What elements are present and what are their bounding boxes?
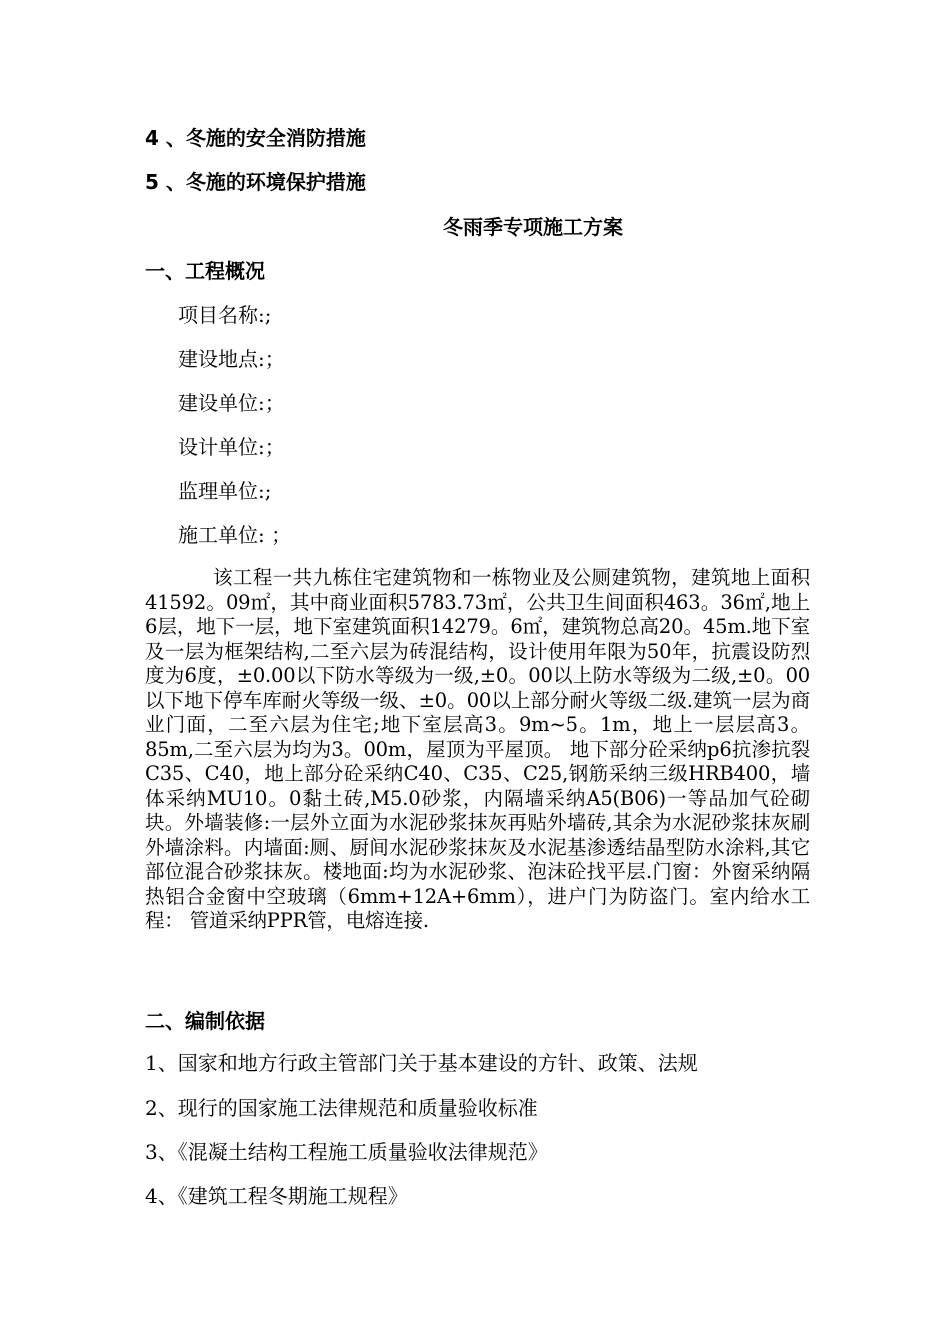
section-1-heading: 一、工程概况 xyxy=(145,259,265,283)
basis-item-2: 2、现行的国家施工法律规范和质量验收标准 xyxy=(145,1096,538,1120)
basis-item-1: 1、国家和地方行政主管部门关于基本建设的方针、政策、法规 xyxy=(145,1051,698,1075)
toc-item-4: 4 、冬施的安全消防措施 xyxy=(145,126,366,150)
basis-item-4: 4、《建筑工程冬期施工规程》 xyxy=(145,1184,408,1208)
document-title: 冬雨季专项施工方案 xyxy=(443,215,623,239)
basis-item-3: 3、《混凝土结构工程施工质量验收法律规范》 xyxy=(145,1140,548,1164)
project-overview-paragraph: 该工程一共九栋住宅建筑物和一栋物业及公厕建筑物，建筑地上面积41592。09㎡，其中商业面积5783.73㎡，公共卫生间面积463。36㎡,地上6层，地下一层，地下室建筑面积14279。6㎡，建筑物总高20。45m.地下室及一层为框架结构,二至六层为砖混结构，设计使用年限为50年，抗震设防烈度为6度，±0.00以下防水等级为一级,±0。00以上防水等级为二级,±0。00以下地下停车库耐火等级一级、±0。00以上部分耐火等级二级.建筑一层为商业门面，二至六层为住宅;地下室层高3。9m~5。1m，地上一层层高3。85m,二至六层为均为3。00m，屋顶为平屋顶。 地下部分砼采纳p6抗渗抗裂C35、C40，地上部分砼采纳C40、C35、C25,钢筋采纳三级HRB400，墙体采纳MU10。0黏土砖,M5.0砂浆，内隔墙采纳A5(B06)一等品加气砼砌块。外墙装修:一层外立面为水泥砂浆抹灰再贴外墙砖,其余为水泥砂浆抹灰刷外墙涂料。内墙面:厕、厨间水泥砂浆抹灰及水泥基渗透结晶型防水涂料,其它部位混合砂浆抹灰。楼地面:均为水泥砂浆、泡沫砼找平层.门窗：外窗采纳隔热铝合金窗中空玻璃（6mm+12A+6mm），进户门为防盗门。室内给水工程： 管道采纳PPR管，电熔连接. xyxy=(145,566,810,932)
field-supervision-unit: 监理单位:; xyxy=(178,479,272,503)
field-construction-unit: 建设单位:； xyxy=(178,391,285,415)
document-title-row xyxy=(0,214,950,240)
section-2-heading: 二、编制依据 xyxy=(145,1009,265,1033)
field-builder-unit: 施工单位: ； xyxy=(178,523,292,547)
field-construction-site: 建设地点:； xyxy=(178,347,285,371)
toc-item-5: 5 、冬施的环境保护措施 xyxy=(145,170,366,194)
field-design-unit: 设计单位:； xyxy=(178,435,285,459)
field-project-name: 项目名称:; xyxy=(178,303,272,327)
